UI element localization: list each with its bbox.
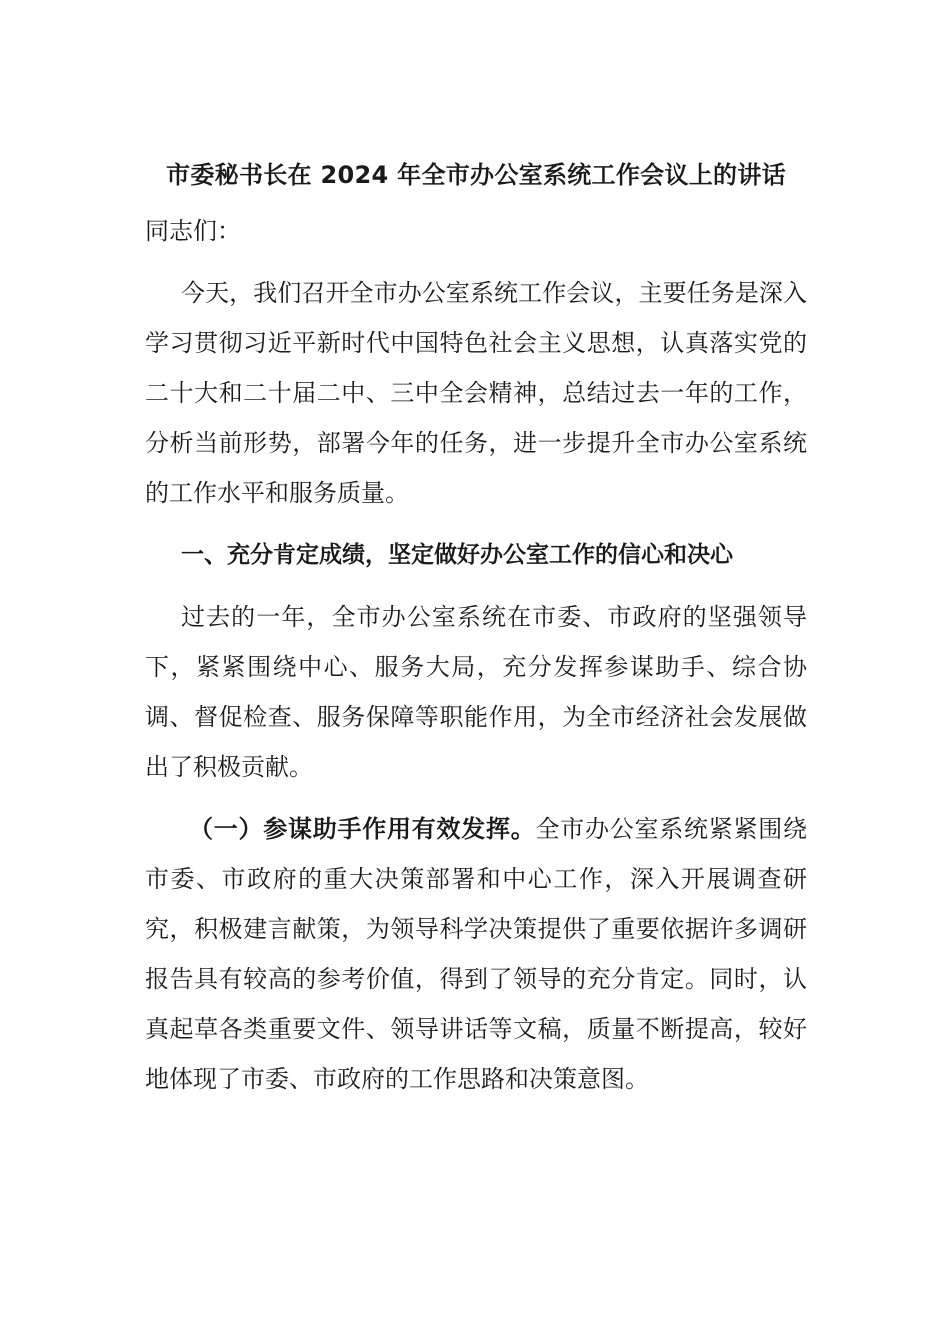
document-title: 市委秘书长在 2024 年全市办公室系统工作会议上的讲话 <box>166 161 786 189</box>
document-body <box>145 150 807 1104</box>
item-one-lead: （一）参谋助手作用有效发挥。 <box>189 815 536 843</box>
item-one-body: 全市办公室系统紧紧围绕市委、市政府的重大决策部署和中心工作，深入开展调查研究，积极建言献策，为领导科学决策提供了重要依据许多调研报告具有较高的参考价值，得到了领导的充分肯定。同时，认真起草各类重要文件、领导讲话等文稿，质量不断提高，较好地体现了市委、市政府的工作思路和决策意图。 <box>145 815 807 1093</box>
section-one-item-one-paragraph <box>145 804 807 1104</box>
opening-paragraph: 今天，我们召开全市办公室系统工作会议，主要任务是深入学习贯彻习近平新时代中国特色社会主义思想，认真落实党的二十大和二十届二中、三中全会精神，总结过去一年的工作，分析当前形势，部署今年的任务，进一步提升全市办公室系统的工作水平和服务质量。 <box>145 279 807 507</box>
salutation: 同志们： <box>145 217 241 245</box>
section-one-heading: 一、充分肯定成绩，坚定做好办公室工作的信心和决心 <box>181 542 733 568</box>
section-one-intro-paragraph: 过去的一年，全市办公室系统在市委、市政府的坚强领导下，紧紧围绕中心、服务大局，充分发挥参谋助手、综合协调、督促检查、服务保障等职能作用，为全市经济社会发展做出了积极贡献。 <box>145 603 807 781</box>
